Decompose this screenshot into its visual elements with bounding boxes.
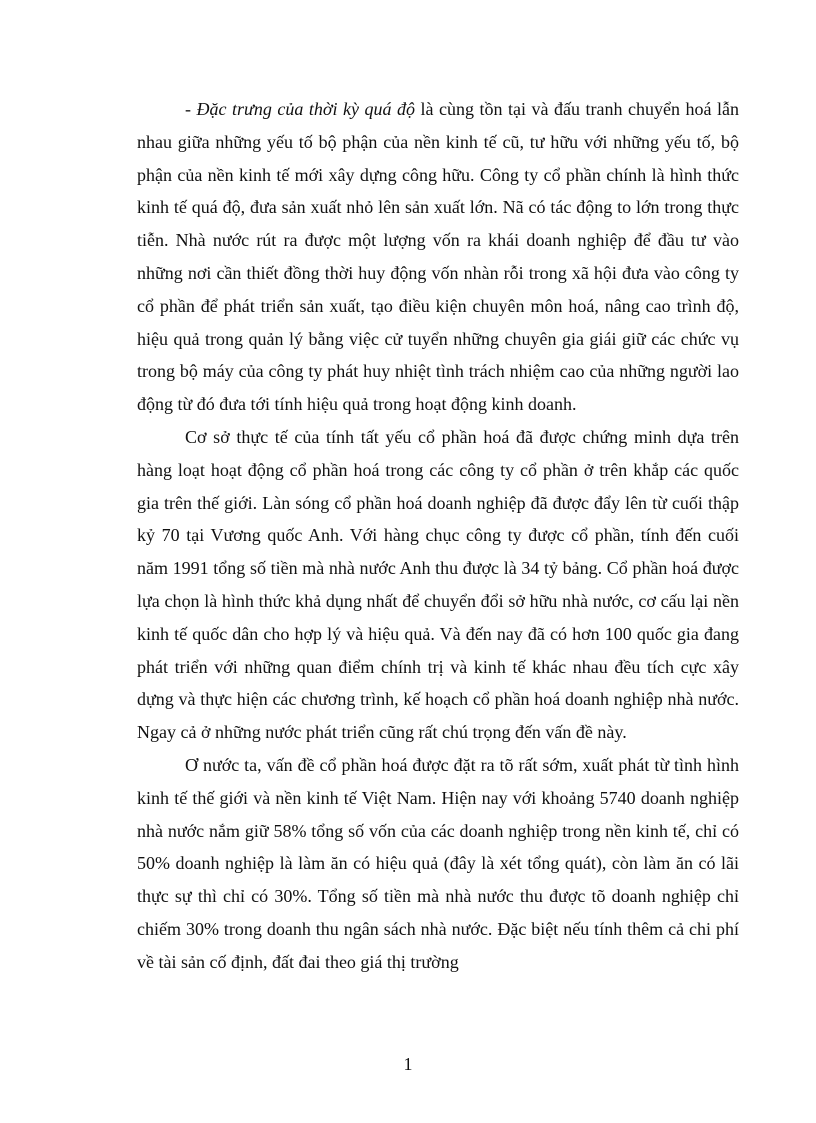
paragraph-transition-period <box>137 93 739 421</box>
page-number: 1 <box>403 1054 413 1074</box>
italic-term-transition-period: Đặc trưng của thời kỳ quá độ <box>196 99 415 119</box>
paragraph-vietnam-context <box>137 749 739 979</box>
paragraph-lead-dash: - <box>185 99 197 119</box>
paragraph-practical-basis <box>137 421 739 749</box>
paragraph-text: Cơ sở thực tế của tính tất yếu cổ phần hoá đã được chứng minh dựa trên hàng loạt hoạt động cổ phần hoá trong các công ty cổ phần ở trên khắp các quốc gia trên thế giới. Làn sóng cổ phần hoá doanh nghiệp đã được đẩy lên từ cuối thập kỷ 70 tại Vương quốc Anh. Với hàng chục công ty được cổ phần, tính đến cuối năm 1991 tổng số tiền mà nhà nước Anh thu được là 34 tỷ bảng. Cổ phần hoá được lựa chọn là hình thức khả dụng nhất để chuyển đổi sở hữu nhà nước, cơ cấu lại nền kinh tế quốc dân cho hợp lý và hiệu quả. Và đến nay đã có hơn 100 quốc gia đang phát triển với những quan điểm chính trị và kinh tế khác nhau đều tích cực xây dựng và thực hiện các chương trình, kế hoạch cổ phần hoá doanh nghiệp nhà nước. Ngay cả ở những nước phát triển cũng rất chú trọng đến vấn đề này. <box>137 426 739 743</box>
paragraph-text: là cùng tồn tại và đấu tranh chuyển hoá lẫn nhau giữa những yếu tố bộ phận của nền kinh tế cũ, tư hữu với những yếu tố, bộ phận của nền kinh tế mới xây dựng công hữu. Công ty cổ phần chính là hình thức kinh tế quá độ, đưa sản xuất nhỏ lên sản xuất lớn. Nã có tác động to lớn trong thực tiễn. Nhà nước rút ra được một lượng vốn ra khái doanh nghiệp để đầu tư vào những nơi cần thiết đồng thời huy động vốn nhàn rỗi trong xã hội đưa vào công ty cổ phần để phát triển sản xuất, tạo điều kiện chuyên môn hoá, nâng cao trình độ, hiệu quả trong quản lý bằng việc cử tuyển những chuyên gia giái giữ các chức vụ trong bộ máy của công ty phát huy nhiệt tình trách nhiệm cao của những người lao động từ đó đưa tới tính hiệu quả trong hoạt động kinh doanh. <box>137 99 739 415</box>
paragraph-text: Ơ nước ta, vấn đề cổ phần hoá được đặt ra tõ rất sớm, xuất phát từ tình hình kinh tế thế giới và nền kinh tế Việt Nam. Hiện nay với khoảng 5740 doanh nghiệp nhà nước nắm giữ 58% tổng số vốn của các doanh nghiệp trong nền kinh tế, chỉ có 50% doanh nghiệp là làm ăn có hiệu quả (đây là xét tổng quát), còn làm ăn có lãi thực sự thì chỉ có 30%. Tổng số tiền mà nhà nước thu được tõ doanh nghiệp chỉ chiếm 30% trong doanh thu ngân sách nhà nước. Đặc biệt nếu tính thêm cả chi phí về tài sản cố định, đất đai theo giá thị trường <box>137 754 739 972</box>
document-body <box>137 93 739 979</box>
